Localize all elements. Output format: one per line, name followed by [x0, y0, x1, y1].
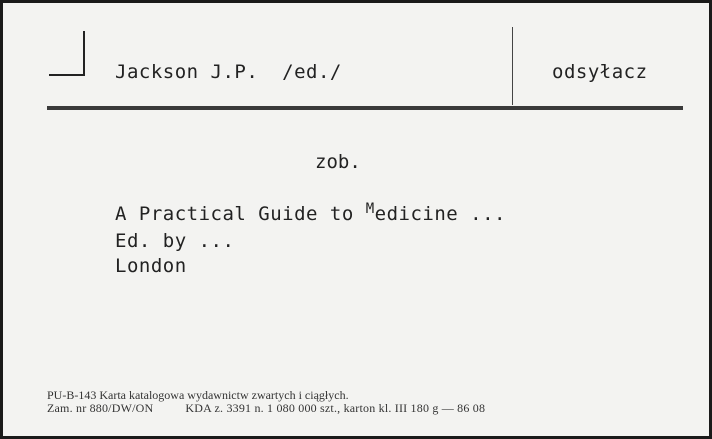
title-rest: edicine ...: [374, 203, 506, 225]
left-horizontal-stub: [49, 74, 85, 76]
see-reference: zob.: [315, 151, 361, 173]
right-vertical-rule: [512, 27, 513, 105]
card-body: [115, 202, 506, 279]
card-type-label: odsyłacz: [552, 61, 648, 83]
card-footer: [47, 389, 485, 415]
title-line: [115, 202, 506, 229]
footer-line-2: Zam. nr 880/DW/ON KDA z. 3391 n. 1 080 000 szt., karton kl. III 180 g — 86 08: [47, 401, 486, 415]
footer-line-1: PU-B-143 Karta katalogowa wydawnictw zwartych i ciągłych.: [47, 388, 349, 402]
heading-rule: [47, 106, 683, 110]
title-start: A Practical Guide to: [115, 203, 366, 225]
editor-line: Ed. by ...: [115, 230, 235, 252]
place-line: London: [115, 255, 187, 277]
title-capital: M: [365, 201, 375, 217]
card-heading: Jackson J.P. /ed./: [115, 61, 342, 83]
left-vertical-rule: [83, 31, 85, 75]
